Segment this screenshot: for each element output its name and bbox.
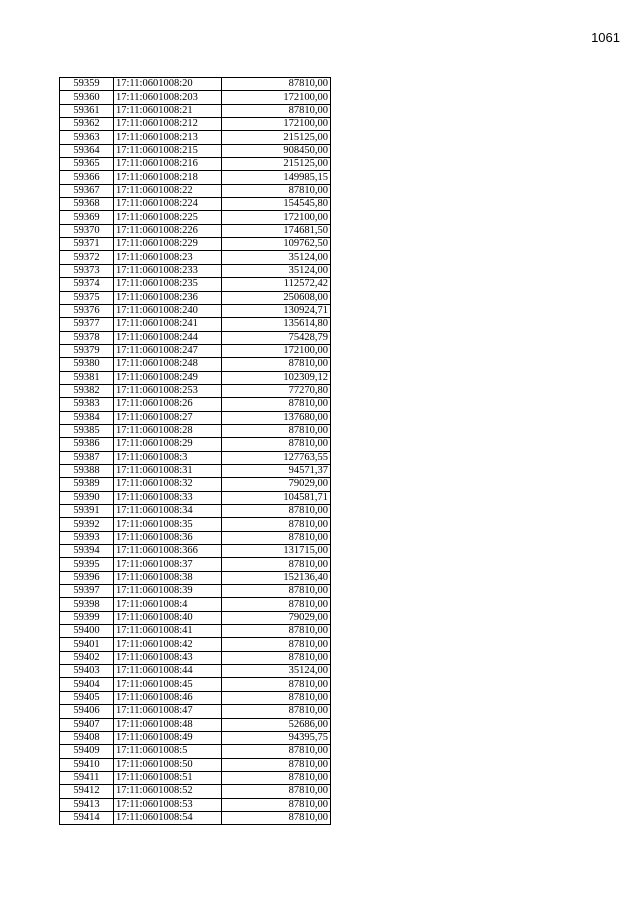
- table-row: [60, 158, 331, 171]
- value-cell: 94571,37: [222, 464, 331, 477]
- value-cell: 87810,00: [222, 638, 331, 651]
- table-row: [60, 585, 331, 598]
- value-cell: 35124,00: [222, 665, 331, 678]
- cadastral-number-cell: 17:11:0601008:247: [114, 344, 222, 357]
- value-cell: 131715,00: [222, 545, 331, 558]
- value-cell: 87810,00: [222, 745, 331, 758]
- cadastral-number-cell: 17:11:0601008:213: [114, 131, 222, 144]
- row-number-cell: 59396: [60, 571, 114, 584]
- cadastral-number-cell: 17:11:0601008:212: [114, 118, 222, 131]
- cadastral-number-cell: 17:11:0601008:45: [114, 678, 222, 691]
- value-cell: 215125,00: [222, 131, 331, 144]
- value-cell: 79029,00: [222, 611, 331, 624]
- cadastral-number-cell: 17:11:0601008:38: [114, 571, 222, 584]
- row-number-cell: 59375: [60, 291, 114, 304]
- table-row: [60, 451, 331, 464]
- row-number-cell: 59379: [60, 344, 114, 357]
- cadastral-number-cell: 17:11:0601008:52: [114, 785, 222, 798]
- value-cell: 87810,00: [222, 811, 331, 824]
- row-number-cell: 59409: [60, 745, 114, 758]
- cadastral-number-cell: 17:11:0601008:216: [114, 158, 222, 171]
- cadastral-number-cell: 17:11:0601008:240: [114, 304, 222, 317]
- table-row: [60, 745, 331, 758]
- value-cell: 87810,00: [222, 438, 331, 451]
- value-cell: 87810,00: [222, 705, 331, 718]
- cadastral-number-cell: 17:11:0601008:49: [114, 731, 222, 744]
- cadastral-number-cell: 17:11:0601008:53: [114, 798, 222, 811]
- value-cell: 172100,00: [222, 118, 331, 131]
- table-row: [60, 691, 331, 704]
- cadastral-number-cell: 17:11:0601008:39: [114, 585, 222, 598]
- row-number-cell: 59370: [60, 224, 114, 237]
- value-cell: 250608,00: [222, 291, 331, 304]
- table-row: [60, 678, 331, 691]
- value-cell: 87810,00: [222, 505, 331, 518]
- row-number-cell: 59371: [60, 238, 114, 251]
- row-number-cell: 59402: [60, 651, 114, 664]
- table-row: [60, 118, 331, 131]
- cadastral-number-cell: 17:11:0601008:32: [114, 478, 222, 491]
- value-cell: 87810,00: [222, 651, 331, 664]
- cadastral-number-cell: 17:11:0601008:28: [114, 424, 222, 437]
- table-body: [60, 78, 331, 825]
- row-number-cell: 59380: [60, 358, 114, 371]
- value-cell: 908450,00: [222, 144, 331, 157]
- table-row: [60, 731, 331, 744]
- row-number-cell: 59369: [60, 211, 114, 224]
- cadastral-number-cell: 17:11:0601008:26: [114, 398, 222, 411]
- value-cell: 87810,00: [222, 424, 331, 437]
- cadastral-number-cell: 17:11:0601008:366: [114, 545, 222, 558]
- table-row: [60, 718, 331, 731]
- cadastral-number-cell: 17:11:0601008:218: [114, 171, 222, 184]
- cadastral-number-cell: 17:11:0601008:5: [114, 745, 222, 758]
- row-number-cell: 59368: [60, 198, 114, 211]
- cadastral-number-cell: 17:11:0601008:3: [114, 451, 222, 464]
- cadastral-number-cell: 17:11:0601008:20: [114, 78, 222, 91]
- table-row: [60, 411, 331, 424]
- value-cell: 87810,00: [222, 585, 331, 598]
- table-row: [60, 278, 331, 291]
- row-number-cell: 59360: [60, 91, 114, 104]
- table-row: [60, 705, 331, 718]
- cadastral-number-cell: 17:11:0601008:27: [114, 411, 222, 424]
- table-row: [60, 785, 331, 798]
- value-cell: 87810,00: [222, 518, 331, 531]
- value-cell: 87810,00: [222, 598, 331, 611]
- cadastral-number-cell: 17:11:0601008:33: [114, 491, 222, 504]
- table-row: [60, 78, 331, 91]
- row-number-cell: 59412: [60, 785, 114, 798]
- value-cell: 87810,00: [222, 531, 331, 544]
- cadastral-number-cell: 17:11:0601008:47: [114, 705, 222, 718]
- value-cell: 112572,42: [222, 278, 331, 291]
- cadastral-number-cell: 17:11:0601008:241: [114, 318, 222, 331]
- value-cell: 35124,00: [222, 251, 331, 264]
- table-row: [60, 771, 331, 784]
- value-cell: 87810,00: [222, 758, 331, 771]
- row-number-cell: 59398: [60, 598, 114, 611]
- table-row: [60, 651, 331, 664]
- row-number-cell: 59389: [60, 478, 114, 491]
- row-number-cell: 59394: [60, 545, 114, 558]
- cadastral-number-cell: 17:11:0601008:34: [114, 505, 222, 518]
- row-number-cell: 59393: [60, 531, 114, 544]
- row-number-cell: 59384: [60, 411, 114, 424]
- table-row: [60, 198, 331, 211]
- table-row: [60, 611, 331, 624]
- row-number-cell: 59359: [60, 78, 114, 91]
- value-cell: 87810,00: [222, 358, 331, 371]
- table-row: [60, 558, 331, 571]
- cadastral-value-table: [59, 77, 331, 825]
- table-row: [60, 398, 331, 411]
- cadastral-number-cell: 17:11:0601008:203: [114, 91, 222, 104]
- table-row: [60, 518, 331, 531]
- cadastral-number-cell: 17:11:0601008:226: [114, 224, 222, 237]
- table-row: [60, 384, 331, 397]
- value-cell: 52686,00: [222, 718, 331, 731]
- table-row: [60, 131, 331, 144]
- table-row: [60, 371, 331, 384]
- row-number-cell: 59405: [60, 691, 114, 704]
- table-row: [60, 531, 331, 544]
- row-number-cell: 59385: [60, 424, 114, 437]
- value-cell: 172100,00: [222, 344, 331, 357]
- row-number-cell: 59364: [60, 144, 114, 157]
- table-row: [60, 625, 331, 638]
- row-number-cell: 59386: [60, 438, 114, 451]
- value-cell: 87810,00: [222, 678, 331, 691]
- page-number: 1061: [591, 30, 620, 45]
- cadastral-number-cell: 17:11:0601008:46: [114, 691, 222, 704]
- row-number-cell: 59406: [60, 705, 114, 718]
- table-row: [60, 545, 331, 558]
- cadastral-number-cell: 17:11:0601008:41: [114, 625, 222, 638]
- row-number-cell: 59397: [60, 585, 114, 598]
- cadastral-number-cell: 17:11:0601008:215: [114, 144, 222, 157]
- cadastral-number-cell: 17:11:0601008:224: [114, 198, 222, 211]
- cadastral-number-cell: 17:11:0601008:22: [114, 184, 222, 197]
- value-cell: 149985,15: [222, 171, 331, 184]
- value-cell: 154545,80: [222, 198, 331, 211]
- table-row: [60, 665, 331, 678]
- value-cell: 127763,55: [222, 451, 331, 464]
- cadastral-number-cell: 17:11:0601008:51: [114, 771, 222, 784]
- row-number-cell: 59414: [60, 811, 114, 824]
- table-row: [60, 358, 331, 371]
- table-row: [60, 571, 331, 584]
- row-number-cell: 59404: [60, 678, 114, 691]
- row-number-cell: 59401: [60, 638, 114, 651]
- row-number-cell: 59383: [60, 398, 114, 411]
- cadastral-number-cell: 17:11:0601008:225: [114, 211, 222, 224]
- row-number-cell: 59410: [60, 758, 114, 771]
- row-number-cell: 59403: [60, 665, 114, 678]
- table-row: [60, 104, 331, 117]
- table-row: [60, 318, 331, 331]
- value-cell: 172100,00: [222, 211, 331, 224]
- cadastral-number-cell: 17:11:0601008:43: [114, 651, 222, 664]
- value-cell: 87810,00: [222, 691, 331, 704]
- row-number-cell: 59366: [60, 171, 114, 184]
- table-row: [60, 291, 331, 304]
- value-cell: 87810,00: [222, 798, 331, 811]
- table-row: [60, 251, 331, 264]
- value-cell: 79029,00: [222, 478, 331, 491]
- value-cell: 87810,00: [222, 785, 331, 798]
- row-number-cell: 59392: [60, 518, 114, 531]
- cadastral-number-cell: 17:11:0601008:40: [114, 611, 222, 624]
- value-cell: 87810,00: [222, 184, 331, 197]
- table-row: [60, 758, 331, 771]
- cadastral-number-cell: 17:11:0601008:229: [114, 238, 222, 251]
- table-row: [60, 238, 331, 251]
- table-row: [60, 438, 331, 451]
- value-cell: 87810,00: [222, 625, 331, 638]
- value-cell: 137680,00: [222, 411, 331, 424]
- value-cell: 172100,00: [222, 91, 331, 104]
- value-cell: 135614,80: [222, 318, 331, 331]
- value-cell: 174681,50: [222, 224, 331, 237]
- row-number-cell: 59390: [60, 491, 114, 504]
- row-number-cell: 59387: [60, 451, 114, 464]
- cadastral-number-cell: 17:11:0601008:23: [114, 251, 222, 264]
- cadastral-number-cell: 17:11:0601008:42: [114, 638, 222, 651]
- table-row: [60, 91, 331, 104]
- row-number-cell: 59378: [60, 331, 114, 344]
- table-row: [60, 344, 331, 357]
- value-cell: 104581,71: [222, 491, 331, 504]
- row-number-cell: 59407: [60, 718, 114, 731]
- value-cell: 87810,00: [222, 398, 331, 411]
- cadastral-number-cell: 17:11:0601008:44: [114, 665, 222, 678]
- row-number-cell: 59374: [60, 278, 114, 291]
- table-row: [60, 171, 331, 184]
- value-cell: 94395,75: [222, 731, 331, 744]
- table-row: [60, 424, 331, 437]
- row-number-cell: 59362: [60, 118, 114, 131]
- row-number-cell: 59391: [60, 505, 114, 518]
- row-number-cell: 59376: [60, 304, 114, 317]
- table-row: [60, 505, 331, 518]
- value-cell: 75428,79: [222, 331, 331, 344]
- row-number-cell: 59373: [60, 264, 114, 277]
- value-cell: 87810,00: [222, 104, 331, 117]
- cadastral-number-cell: 17:11:0601008:37: [114, 558, 222, 571]
- table-row: [60, 304, 331, 317]
- table-row: [60, 798, 331, 811]
- cadastral-number-cell: 17:11:0601008:233: [114, 264, 222, 277]
- row-number-cell: 59408: [60, 731, 114, 744]
- value-cell: 152136,40: [222, 571, 331, 584]
- table-row: [60, 224, 331, 237]
- table-row: [60, 464, 331, 477]
- cadastral-number-cell: 17:11:0601008:244: [114, 331, 222, 344]
- table-row: [60, 598, 331, 611]
- row-number-cell: 59399: [60, 611, 114, 624]
- cadastral-number-cell: 17:11:0601008:21: [114, 104, 222, 117]
- value-cell: 77270,80: [222, 384, 331, 397]
- row-number-cell: 59411: [60, 771, 114, 784]
- row-number-cell: 59413: [60, 798, 114, 811]
- cadastral-number-cell: 17:11:0601008:4: [114, 598, 222, 611]
- table-row: [60, 811, 331, 824]
- cadastral-number-cell: 17:11:0601008:249: [114, 371, 222, 384]
- cadastral-number-cell: 17:11:0601008:31: [114, 464, 222, 477]
- table-row: [60, 638, 331, 651]
- table-row: [60, 478, 331, 491]
- cadastral-number-cell: 17:11:0601008:29: [114, 438, 222, 451]
- row-number-cell: 59365: [60, 158, 114, 171]
- row-number-cell: 59382: [60, 384, 114, 397]
- row-number-cell: 59367: [60, 184, 114, 197]
- value-cell: 102309,12: [222, 371, 331, 384]
- row-number-cell: 59361: [60, 104, 114, 117]
- cadastral-number-cell: 17:11:0601008:54: [114, 811, 222, 824]
- cadastral-number-cell: 17:11:0601008:50: [114, 758, 222, 771]
- row-number-cell: 59372: [60, 251, 114, 264]
- value-cell: 215125,00: [222, 158, 331, 171]
- row-number-cell: 59363: [60, 131, 114, 144]
- value-cell: 87810,00: [222, 771, 331, 784]
- table-row: [60, 264, 331, 277]
- table-row: [60, 491, 331, 504]
- value-cell: 87810,00: [222, 78, 331, 91]
- value-cell: 87810,00: [222, 558, 331, 571]
- table-row: [60, 211, 331, 224]
- row-number-cell: 59377: [60, 318, 114, 331]
- row-number-cell: 59381: [60, 371, 114, 384]
- cadastral-number-cell: 17:11:0601008:236: [114, 291, 222, 304]
- table-row: [60, 331, 331, 344]
- value-cell: 130924,71: [222, 304, 331, 317]
- table-row: [60, 184, 331, 197]
- cadastral-number-cell: 17:11:0601008:253: [114, 384, 222, 397]
- cadastral-number-cell: 17:11:0601008:48: [114, 718, 222, 731]
- cadastral-number-cell: 17:11:0601008:36: [114, 531, 222, 544]
- table-row: [60, 144, 331, 157]
- value-cell: 109762,50: [222, 238, 331, 251]
- cadastral-number-cell: 17:11:0601008:235: [114, 278, 222, 291]
- cadastral-number-cell: 17:11:0601008:35: [114, 518, 222, 531]
- row-number-cell: 59400: [60, 625, 114, 638]
- row-number-cell: 59388: [60, 464, 114, 477]
- row-number-cell: 59395: [60, 558, 114, 571]
- cadastral-number-cell: 17:11:0601008:248: [114, 358, 222, 371]
- value-cell: 35124,00: [222, 264, 331, 277]
